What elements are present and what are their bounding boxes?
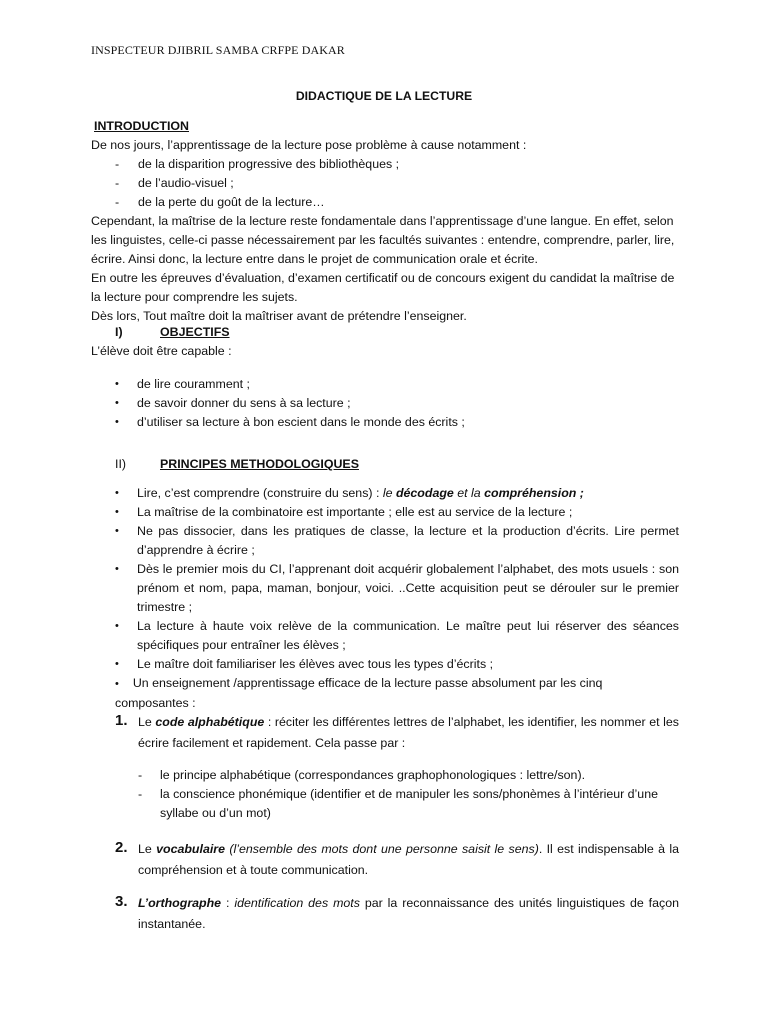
page-header: INSPECTEUR DJIBRIL SAMBA CRFPE DAKAR [91,43,345,57]
sub-item: - le principe alphabétique (correspondances graphophonologiques : lettre/son). [138,768,586,782]
list-item: - de l’audio-visuel ; [115,176,234,190]
components-section [91,712,679,935]
introduction-heading: INTRODUCTION [94,119,189,133]
list-item: • Lire, c’est comprendre (construire du sens) : le décodage et la compréhension ; [115,486,584,500]
list-item: • de lire couramment ; [115,377,250,391]
section-label: PRINCIPES METHODOLOGIQUES [160,457,359,471]
list-item: - de la perte du goût de la lecture… [115,195,325,209]
objectifs-section [91,323,679,432]
section-heading [91,323,679,342]
section-heading [91,455,679,474]
list-item: • Ne pas dissocier, dans les pratiques de classe, la lecture et la production d’écrits. Lire permet d’apprendre à écrire ; [115,524,679,557]
component-item: 3. L’orthographe : identification des mots par la reconnaissance des unités linguistiques de façon instantanée. [115,893,679,931]
section-number: II) [115,457,127,471]
section-number: I) [115,325,123,339]
intro-lead: De nos jours, l’apprentissage de la lecture pose problème à cause notamment : [91,138,527,152]
list-item: • Le maître doit familiariser les élèves avec tous les types d’écrits ; [115,657,494,671]
document-title: DIDACTIQUE DE LA LECTURE [295,89,473,103]
component-item: 2. Le vocabulaire (l’ensemble des mots dont une personne saisit le sens). Il est indispensable à la compréhension et à toute communication. [115,839,679,877]
component-item: 1. Le code alphabétique : réciter les différentes lettres de l’alphabet, les identifier, les nommer et les écrire facilement et rapidement. Cela passe par : [115,712,679,750]
introduction-section [91,117,679,326]
list-item: • La maîtrise de la combinatoire est importante ; elle est au service de la lecture ; [115,505,573,519]
list-item: • d’utiliser sa lecture à bon escient dans le monde des écrits ; [115,415,465,429]
list-item: • Un enseignement /apprentissage efficace de la lecture passe absolument par les cinq composantes : [115,676,603,710]
intro-paragraph: Cependant, la maîtrise de la lecture reste fondamentale dans l’apprentissage d’une langue. En effet, selon les linguistes, celle-ci passe nécessairement par les facultés suivantes : entendre, comprendre, parler, lire, écrire. Ainsi donc, la lecture entre dans le projet de communication orale et écrite. [91,214,675,266]
principes-section [91,455,679,713]
list-item: - de la disparition progressive des bibliothèques ; [115,157,400,171]
list-item: • Dès le premier mois du CI, l’apprenant doit acquérir globalement l’alphabet, des mots usuels : son prénom et nom, papa, maman, bonjour, voici. ..Cette acquisition peut se dérouler sur le premier trimestre ; [115,562,679,614]
intro-paragraph: Dès lors, Tout maître doit la maîtriser avant de prétendre l’enseigner. [91,309,467,323]
sub-item: - la conscience phonémique (identifier et de manipuler les sons/phonèmes à l’intérieur d’une syllabe ou d’un mot) [138,787,658,820]
objectifs-lead: L’élève doit être capable : [91,344,232,358]
section-label: OBJECTIFS [160,325,230,339]
list-item: • La lecture à haute voix relève de la communication. Le maître peut lui réserver des séances spécifiques pour entraîner les élèves ; [115,619,679,652]
intro-paragraph: En outre les épreuves d’évaluation, d’examen certificatif ou de concours exigent du candidat la maîtrise de la lecture pour comprendre les sujets. [91,271,675,304]
list-item: • de savoir donner du sens à sa lecture ; [115,396,351,410]
